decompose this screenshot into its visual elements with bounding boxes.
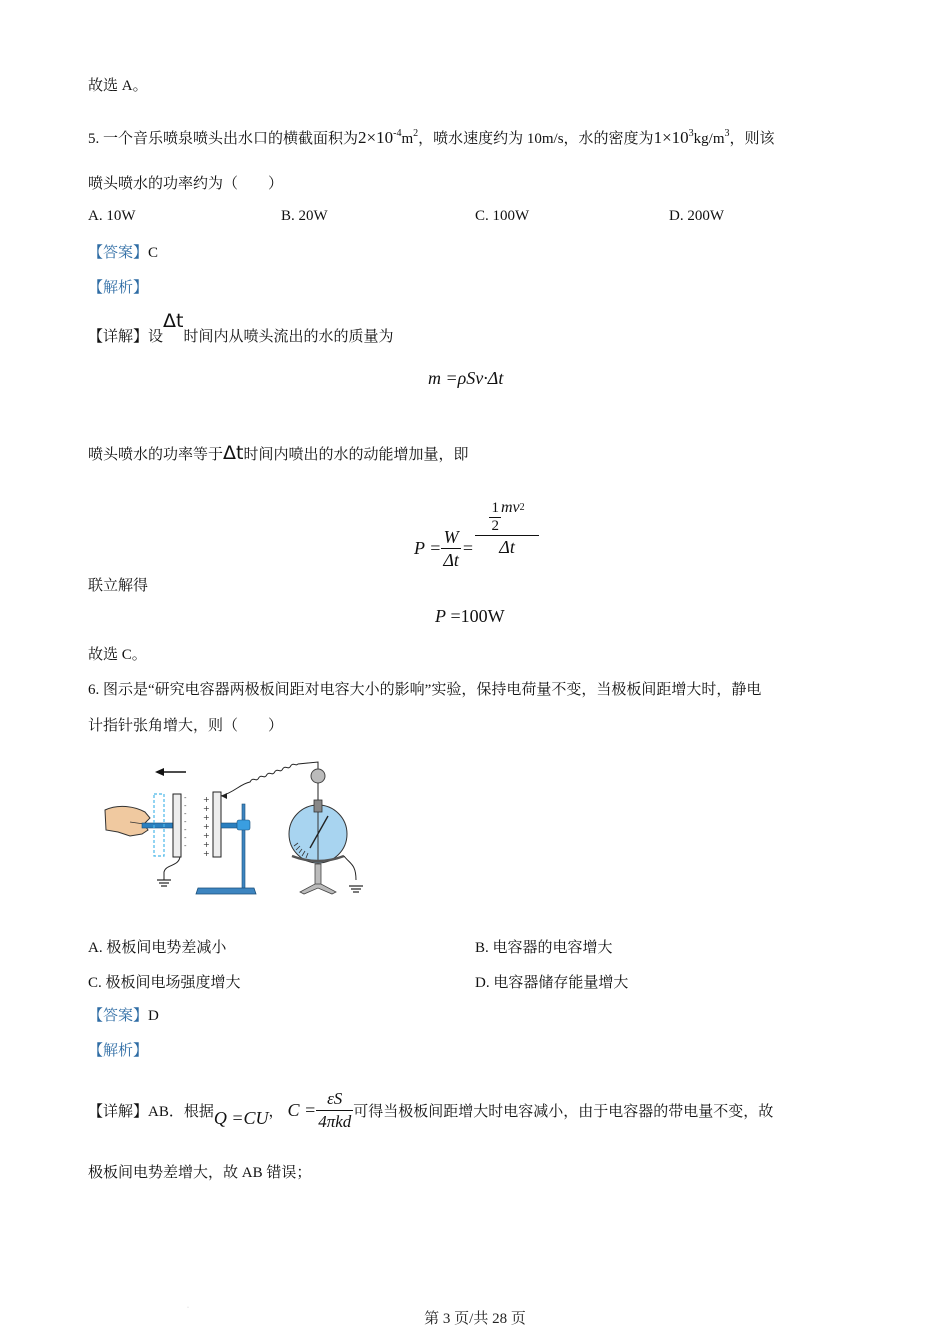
q6-formula-c-den: 4πkd (318, 1112, 352, 1131)
q6-formula-q: Q =CU (213, 1108, 269, 1128)
svg-text:+: + (203, 813, 210, 822)
svg-text:+: + (203, 822, 210, 831)
q5-eq2-half (489, 500, 501, 535)
q5-eq2-mv: mv (500, 499, 520, 516)
q5-eq2-frac1-num: W (443, 527, 459, 547)
q5-detail-text2-pre: 喷头喷水的功率等于 (88, 447, 224, 463)
q6-option-d: D. 电容器储存能量增大 (475, 975, 629, 991)
svg-text:-: - (184, 810, 187, 818)
q5-eq2-fraction-w (441, 526, 461, 571)
q5-equation-result (435, 606, 505, 627)
q6-analysis-tag: 【解析】 (88, 1043, 149, 1059)
q5-detail-text2-post: 时间内喷出的水的动能增加量，即 (243, 447, 469, 463)
q5-eq2-frac1-den: Δt (443, 550, 459, 570)
svg-text:-: - (184, 802, 187, 810)
q5-equation-power (414, 486, 539, 571)
svg-text:+: + (203, 840, 210, 849)
q6-option-a: A. 极板间电势差减小 (88, 940, 227, 956)
hand-icon (105, 806, 150, 836)
svg-text:-: - (184, 818, 187, 826)
q6-answer-value: D (148, 1008, 159, 1024)
q6-answer-line (88, 1006, 159, 1026)
q6-stem-line1 (88, 680, 761, 700)
q5-detail-line1 (88, 310, 394, 347)
q5-option-b: B. 20W (281, 208, 328, 224)
q6-formula-c-fraction (316, 1088, 353, 1133)
q6-comma: ， (268, 1104, 284, 1120)
svg-text:-: - (184, 834, 187, 842)
q5-conclusion: 故选 C。 (88, 647, 147, 663)
q6-detail-text1: AB．根据 (148, 1104, 214, 1120)
svg-text:-: - (184, 794, 187, 802)
q5-density-unit-exp: 3 (724, 128, 730, 139)
footer-dot: · (187, 1305, 189, 1311)
q6-answer-tag: 【答案】 (88, 1008, 149, 1024)
q5-stem-part3: ，则该 (729, 131, 775, 147)
ground-icon-left (157, 880, 171, 886)
svg-text:-: - (184, 826, 187, 834)
q5-area-value: 2×10 (358, 128, 394, 147)
q5-detail-tag: 【详解】 (88, 329, 149, 345)
q5-option-d: D. 200W (669, 208, 724, 224)
q5-combine-text: 联立解得 (88, 578, 149, 594)
q5-area-exp: -4 (393, 128, 402, 139)
q6-option-c: C. 极板间电场强度增大 (88, 975, 241, 991)
q5-eq2-frac2-num (487, 500, 526, 535)
q6-detail-text2: 可得当极板间距增大时电容减小，由于电容器的带电量不变，故 (353, 1104, 774, 1120)
q5-stem-line1 (88, 124, 775, 149)
q5-eq2-half-num: 1 (491, 499, 499, 516)
svg-text:+: + (203, 831, 210, 840)
q5-eq3-lhs: P (435, 606, 446, 626)
q5-number: 5. (88, 131, 100, 147)
q5-delta-t-symbol: Δt (163, 310, 184, 332)
ground-icon-right (349, 886, 363, 892)
svg-text:-: - (184, 842, 187, 850)
q5-eq3-rhs: =100W (446, 606, 505, 626)
q6-number: 6. (88, 682, 100, 698)
q5-stem-part1: 一个音乐喷泉喷头出水口的横截面积为 (103, 131, 359, 147)
q5-analysis-tag: 【解析】 (88, 280, 149, 296)
q5-answer-line (88, 243, 158, 263)
q5-eq2-frac2-den: Δt (475, 535, 539, 558)
q5-eq2-half-den: 2 (491, 517, 499, 534)
page-footer: 第 3 页/共 28 页 (424, 1311, 526, 1327)
q6-detail-line2: 极板间电势差增大，故 AB 错误； (88, 1165, 312, 1181)
q5-eq2-exp: 2 (519, 502, 525, 513)
q6-capacitor-figure (100, 752, 375, 902)
q5-stem-part2: ，喷水速度约为 10m/s，水的密度为 (418, 131, 654, 147)
q6-option-b: B. 电容器的电容增大 (475, 940, 613, 956)
negative-charges (184, 794, 187, 850)
positive-charges (203, 795, 210, 858)
capacitor-experiment-diagram (100, 752, 375, 902)
q6-formula-c-num: εS (327, 1089, 343, 1108)
q5-area-unit: m (401, 131, 414, 147)
q5-delta-t-symbol-2: Δt (223, 442, 244, 464)
q5-eq2-eq-sign: = (462, 538, 474, 558)
q5-detail-line2 (88, 443, 468, 465)
q5-answer-value: C (148, 245, 159, 261)
q5-area-unit-exp: 2 (413, 128, 419, 139)
q5-eq2-fraction-ke (475, 500, 539, 558)
q6-stem-text1: 图示是“研究电容器两极板间距对电容大小的影响”实验，保持电荷量不变，当极板间距增大时，静电 (103, 682, 762, 698)
q5-answer-tag: 【答案】 (88, 245, 149, 261)
svg-text:+: + (203, 804, 210, 813)
q5-detail-text1-pre: 设 (148, 329, 164, 345)
arrow-left-icon (155, 768, 186, 776)
q5-detail-text1-post: 时间内从喷头流出的水的质量为 (183, 329, 394, 345)
svg-text:+: + (203, 849, 210, 858)
q5-density-exp: 3 (688, 128, 694, 139)
prev-conclusion: 故选 A。 (88, 78, 148, 94)
q5-option-a: A. 10W (88, 208, 136, 224)
q5-eq2-lhs: P = (414, 538, 442, 558)
q5-stem-line2: 喷头喷水的功率约为（ ） (88, 176, 284, 192)
q6-detail-tag: 【详解】 (88, 1104, 149, 1120)
q6-formula-c-lhs: C = (287, 1100, 317, 1120)
q5-option-c: C. 100W (475, 208, 530, 224)
q6-detail-line1 (88, 1088, 773, 1133)
q5-density-value: 1×10 (653, 128, 689, 147)
q5-density-unit: kg/m (693, 131, 725, 147)
q5-equation-mass: m =ρSv·Δt (428, 368, 504, 388)
q6-stem-line2: 计指针张角增大，则（ ） (88, 718, 284, 734)
svg-text:+: + (203, 795, 210, 804)
